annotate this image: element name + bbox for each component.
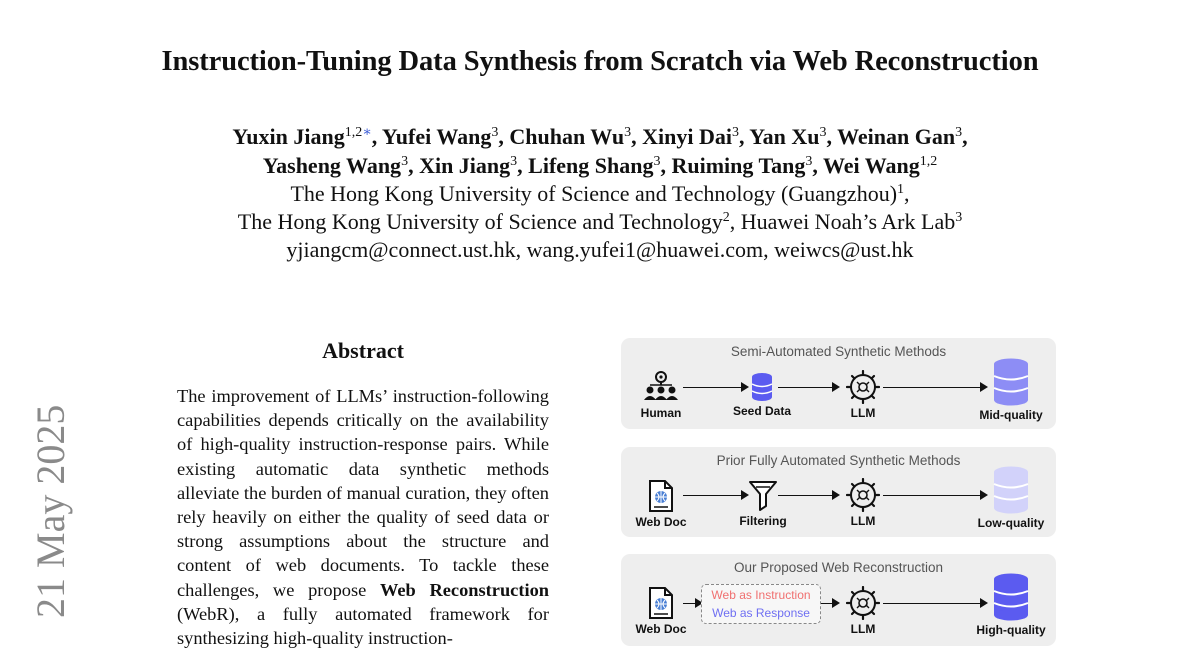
corresponding-author-marker: ∗ xyxy=(362,125,372,140)
flow-arrow xyxy=(778,495,838,496)
web-doc-node xyxy=(633,586,689,636)
reconstruction-modes xyxy=(701,584,821,624)
node-label: Low-quality xyxy=(977,516,1045,530)
llm-node xyxy=(841,478,885,528)
low-quality-node xyxy=(976,466,1046,530)
author-name: Xin Jiang xyxy=(419,153,511,178)
database-icon xyxy=(993,466,1029,514)
llm-brain-icon xyxy=(846,478,880,512)
database-icon xyxy=(751,372,773,402)
figure-panel-prior-automated xyxy=(621,447,1056,537)
flow-line xyxy=(683,603,701,604)
author-emails: yjiangcm@connect.ust.hk, wang.yufei1@huawei.com, weiwcs@ust.hk xyxy=(286,237,914,262)
author-block xyxy=(0,122,1200,264)
author-affiliation-marker: 3 xyxy=(732,125,739,140)
llm-node xyxy=(841,586,885,636)
node-label: Mid-quality xyxy=(979,408,1043,422)
web-as-response-label: Web as Response xyxy=(712,606,810,620)
node-label: LLM xyxy=(850,406,876,420)
flow-arrow xyxy=(883,603,986,604)
abstract-body: The improvement of LLMs’ instruction-following capabilities depends critically on the availability of high-quality instruction-response pairs. While existing automatic data synthetic methods alleviate the burden of manual curation, they often rely heavily on either the quality of seed data or strong assumptions about the structure and content of web documents. To tackle these challenges, we propose Web Reconstruction (WebR), a fully automated framework for synthesizing high-quality instruction- xyxy=(177,386,549,649)
node-label: LLM xyxy=(850,514,876,528)
node-label: Seed Data xyxy=(732,404,792,418)
author-line-2: Yasheng Wang$^3$, Xin Jiang$^3$, Lifeng Shang$^3$, Ruiming Tang$^3$, Wei Wang$^{1,2}$ xyxy=(262,153,938,178)
filter-funnel-icon xyxy=(748,478,778,512)
filtering-node xyxy=(731,478,795,528)
human-group-icon xyxy=(641,370,681,404)
web-as-instruction-label: Web as Instruction xyxy=(711,588,811,602)
seed-data-node xyxy=(729,372,795,418)
author-name: Xinyi Dai xyxy=(642,124,732,149)
figure-panel-web-reconstruction xyxy=(621,554,1056,646)
paper-title: Instruction-Tuning Data Synthesis from Scratch via Web Reconstruction xyxy=(161,46,1039,77)
panel-title: Prior Fully Automated Synthetic Methods xyxy=(716,453,961,468)
affiliation-line-2: The Hong Kong University of Science and Technology$^2$, Huawei Noah’s Ark Lab$^3$ xyxy=(237,209,963,234)
node-label: Web Doc xyxy=(635,622,687,636)
author-affiliation-marker: 3 xyxy=(401,154,409,169)
author-name: Wei Wang xyxy=(823,153,920,178)
author-name: Yan Xu xyxy=(749,124,820,149)
affiliation-line-1: The Hong Kong University of Science and Technology (Guangzhou)$^1$, xyxy=(290,181,910,206)
llm-brain-icon xyxy=(846,370,880,404)
node-label: Filtering xyxy=(739,514,787,528)
author-affiliation-marker: 3 xyxy=(624,125,632,140)
author-affiliation-marker: 3 xyxy=(491,125,499,140)
panel-title: Semi-Automated Synthetic Methods xyxy=(730,344,947,359)
database-icon xyxy=(993,358,1029,406)
mid-quality-node xyxy=(976,358,1046,422)
node-label: LLM xyxy=(850,622,876,636)
flow-arrow xyxy=(778,387,838,388)
web-document-icon xyxy=(648,586,674,620)
flow-arrow xyxy=(883,495,986,496)
author-affiliation-marker: 3 xyxy=(805,154,813,169)
llm-brain-icon xyxy=(846,586,880,620)
high-quality-node xyxy=(976,573,1046,637)
author-affiliation-marker: 3 xyxy=(955,125,963,140)
abstract-heading: Abstract xyxy=(322,338,404,363)
author-line-1: Yuxin Jiang$^{1,2∗}$, Yufei Wang$^3$, Chuhan Wu$^3$, Xinyi Dai$^3$, Yan Xu$^3$, Weinan Gan$^3$, xyxy=(232,124,968,149)
node-label: High-quality xyxy=(976,623,1046,637)
human-node xyxy=(633,370,689,420)
author-name: Weinan Gan xyxy=(837,124,956,149)
author-affiliation-marker: 1,2 xyxy=(344,125,363,140)
author-name: Ruiming Tang xyxy=(671,153,806,178)
node-label: Human xyxy=(640,406,682,420)
flow-arrow xyxy=(883,387,986,388)
author-affiliation-marker: 3 xyxy=(510,154,518,169)
author-name: Chuhan Wu xyxy=(509,124,625,149)
llm-node xyxy=(841,370,885,420)
author-name: Yufei Wang xyxy=(381,124,492,149)
figure-panel-semi-automated xyxy=(621,338,1056,429)
web-doc-node xyxy=(633,479,689,529)
author-affiliation-marker: 3 xyxy=(819,125,827,140)
arxiv-date-stamp: 21 May 2025 xyxy=(28,404,73,618)
panel-title: Our Proposed Web Reconstruction xyxy=(733,560,944,575)
database-icon xyxy=(993,573,1029,621)
author-affiliation-marker: 3 xyxy=(653,154,661,169)
author-name: Yasheng Wang xyxy=(262,153,402,178)
author-affiliation-marker: 1,2 xyxy=(919,154,938,169)
author-name: Yuxin Jiang xyxy=(232,124,345,149)
flow-arrow xyxy=(821,603,838,604)
node-label: Web Doc xyxy=(635,515,687,529)
web-document-icon xyxy=(648,479,674,513)
author-name: Lifeng Shang xyxy=(528,153,654,178)
